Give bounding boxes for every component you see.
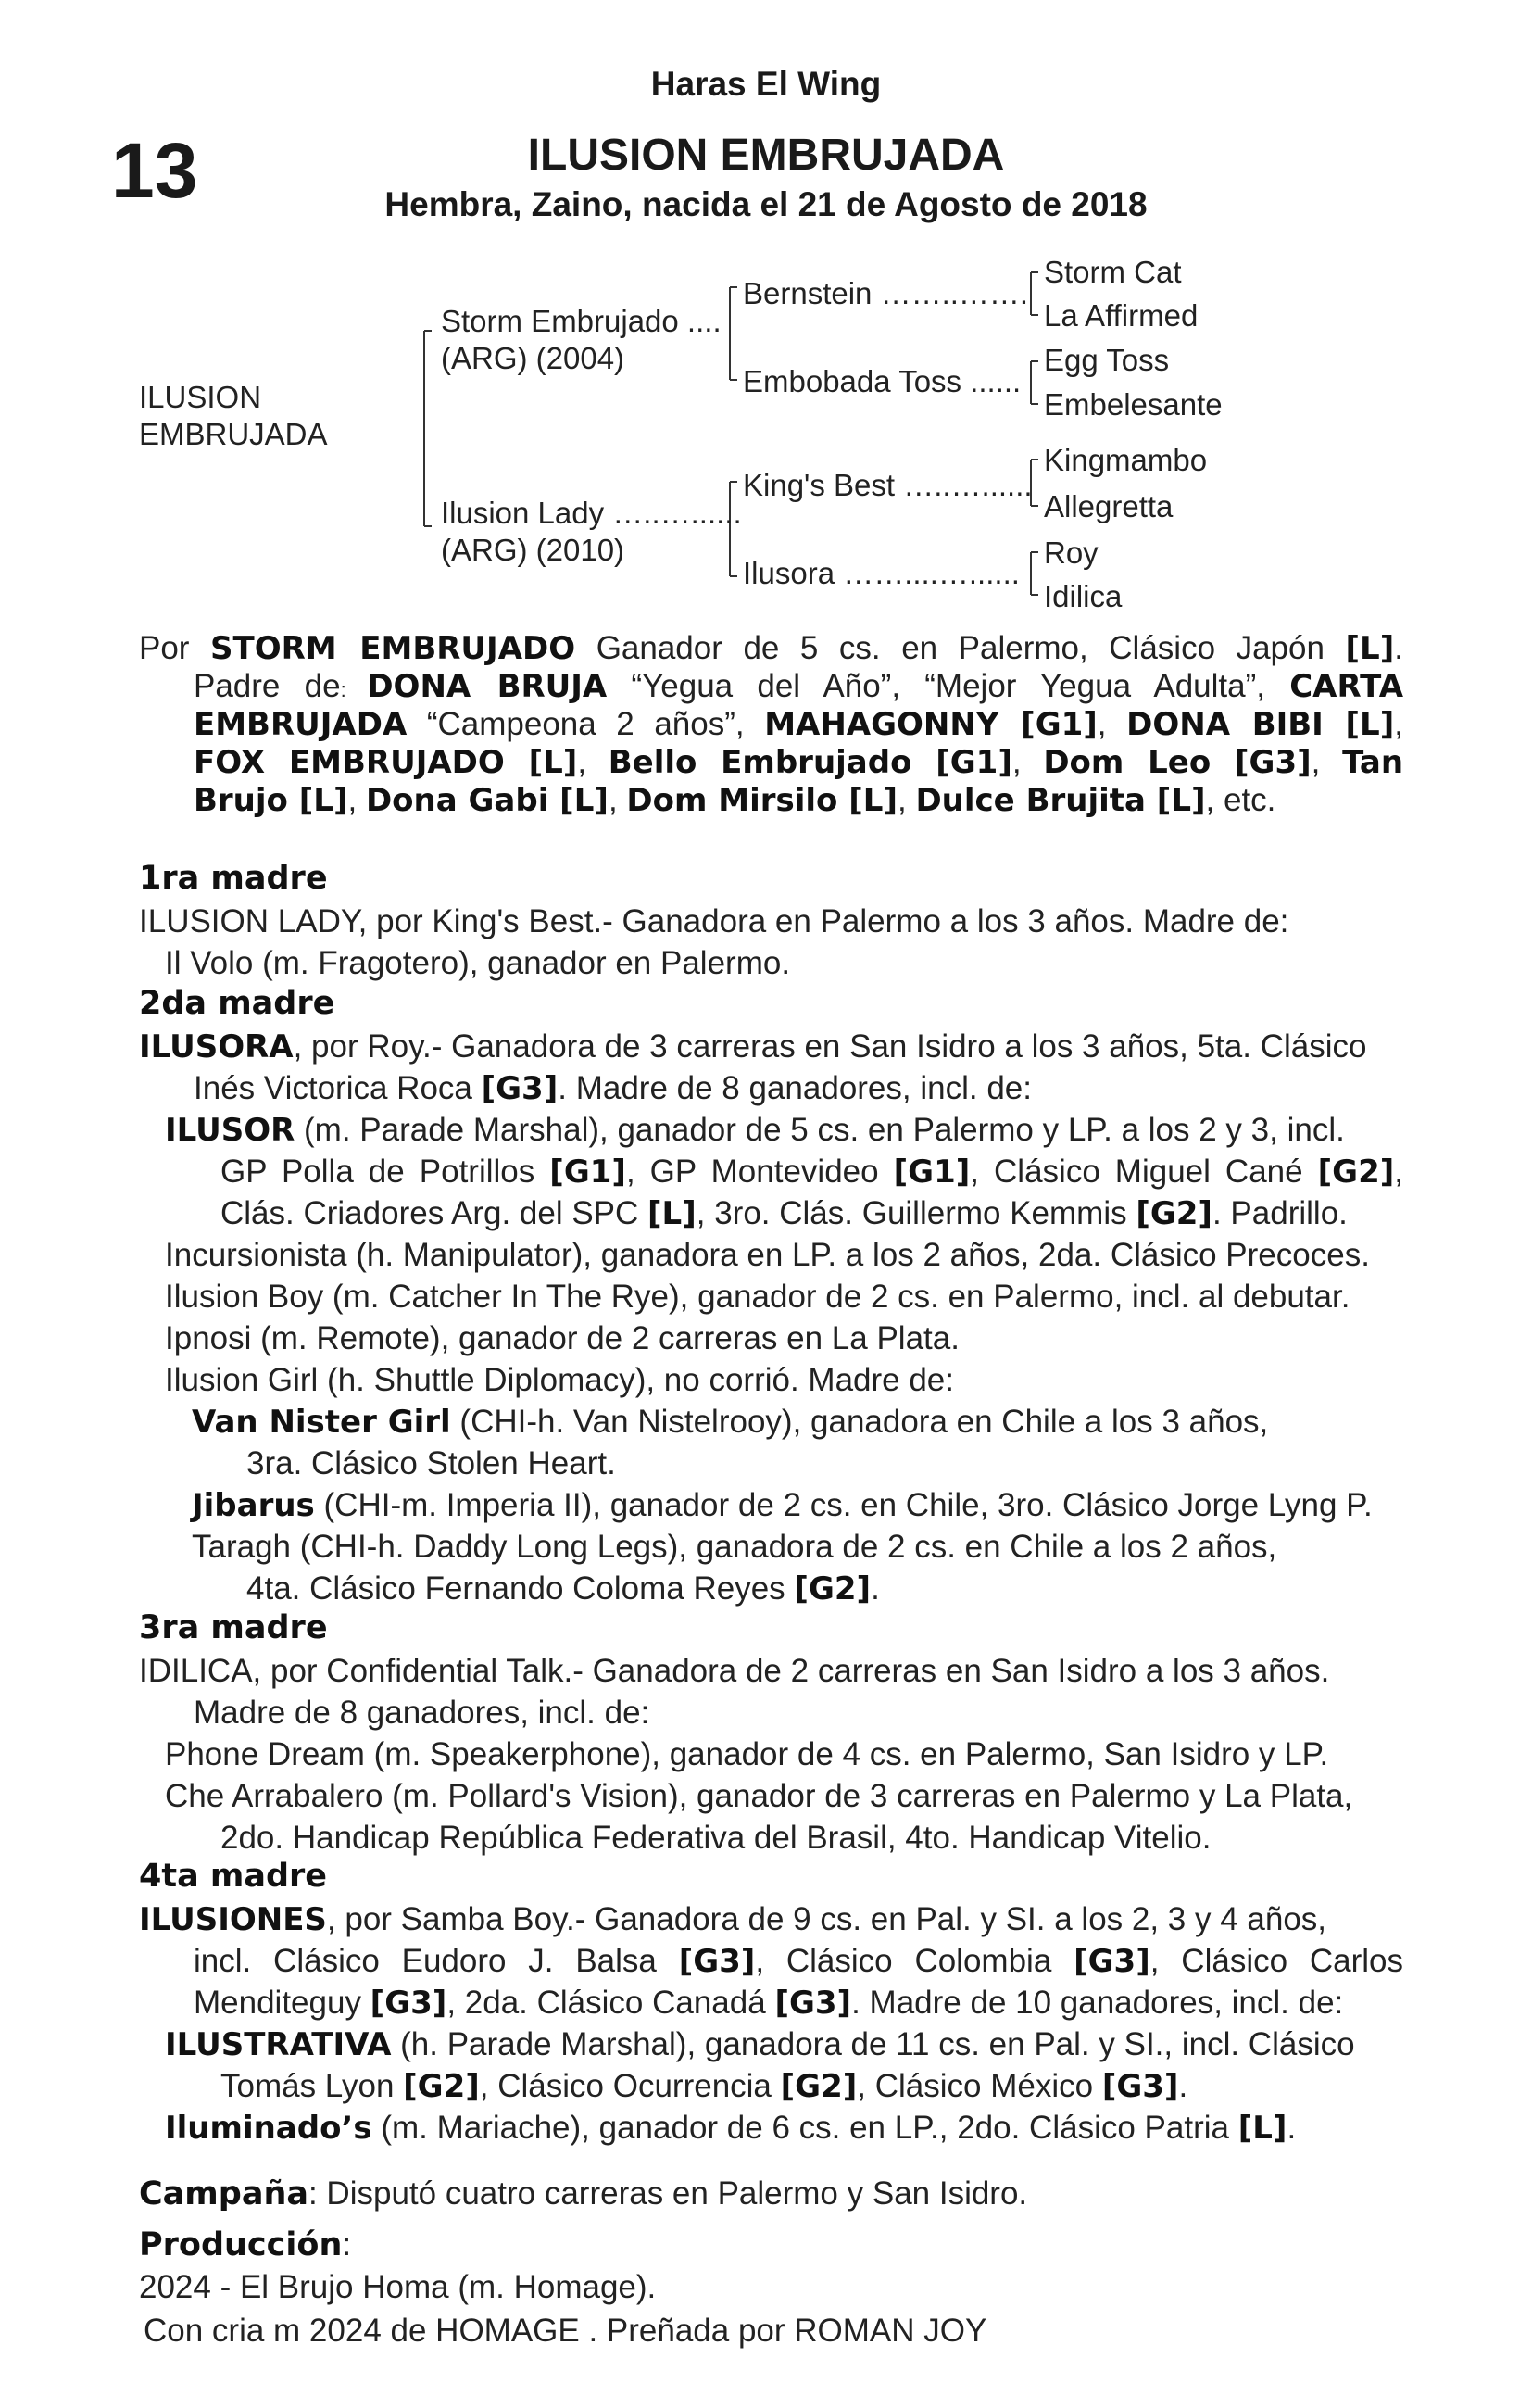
sire-line-1: Por STORM EMBRUJADO Ganador de 5 cs. en Palermo, Clásico Japón [L]. (139, 630, 1403, 667)
second-dam-line-ipnosi: Ipnosi (m. Remote), ganador de 2 carreras en La Plata. (165, 1320, 960, 1356)
first-dam-line-2: Il Volo (m. Fragotero), ganador en Palermo. (165, 945, 791, 981)
fourth-dam-line-1: ILUSIONES, por Samba Boy.- Ganadora de 9 cs. en Pal. y SI. a los 2, 3 y 4 años, (139, 1901, 1327, 1938)
pedigree-gen3-2: La Affirmed (1044, 298, 1199, 333)
third-dam-line-phone-dream: Phone Dream (m. Speakerphone), ganador de 4 cs. en Palermo, San Isidro y LP. (165, 1736, 1329, 1772)
pedigree-gen3-3: Egg Toss (1044, 343, 1170, 377)
pedigree-dam-dam: Ilusora ……....…...... (743, 556, 1020, 590)
lot-number: 13 (111, 127, 198, 214)
third-dam-line-che-arrabalero: Che Arrabalero (m. Pollard's Vision), ganador de 3 carreras en Palermo y La Plata, (165, 1778, 1353, 1814)
second-dam-line-taragh: Taragh (CHI-h. Daddy Long Legs), ganadora de 2 cs. en Chile a los 2 años, (192, 1529, 1277, 1565)
pedigree-subject-line2: EMBRUJADA (139, 417, 328, 451)
second-dam-line-van-nister-2: 3ra. Clásico Stolen Heart. (246, 1445, 616, 1481)
pedigree-dam: Ilusion Lady …..…...... (441, 496, 742, 530)
fourth-dam-line-3: Menditeguy [G3], 2da. Clásico Canadá [G3]. Madre de 10 ganadores, incl. de: (194, 1985, 1344, 2022)
horse-description: Hembra, Zaino, nacida el 21 de Agosto de 2018 (384, 185, 1148, 223)
pedigree-subject-line1: ILUSION (139, 380, 262, 414)
second-dam-line-jibarus: Jibarus (CHI-m. Imperia II), ganador de 2 cs. en Chile, 3ro. Clásico Jorge Lyng P. (192, 1487, 1373, 1524)
pedigree-gen3-7: Roy (1044, 536, 1099, 570)
fourth-dam-line-ilustrativa: ILUSTRATIVA (h. Parade Marshal), ganadora de 11 cs. en Pal. y SI., incl. Clásico (165, 2026, 1355, 2063)
sire-line-4: FOX EMBRUJADO [L], Bello Embrujado [G1], Dom Leo [G3], Tan (194, 744, 1404, 781)
third-dam-heading: 3ra madre (139, 1609, 328, 1646)
second-dam-line-taragh-2: 4ta. Clásico Fernando Coloma Reyes [G2]. (246, 1570, 880, 1607)
pedigree-sire-year: (ARG) (2004) (441, 341, 625, 375)
first-dam-heading: 1ra madre (139, 860, 328, 897)
breeder-name: Haras El Wing (650, 65, 882, 103)
footer-note: Con cria m 2024 de HOMAGE . Preñada por ROMAN JOY (144, 2313, 987, 2349)
pedigree-bracket-lines (0, 0, 1532, 630)
pedigree-gen3-8: Idilica (1044, 579, 1123, 613)
pedigree-gen3-6: Allegretta (1044, 489, 1174, 523)
fourth-dam-heading: 4ta madre (139, 1858, 328, 1895)
second-dam-line-2: Inés Victorica Roca [G3]. Madre de 8 ganadores, incl. de: (194, 1070, 1032, 1107)
sire-line-3: EMBRUJADA “Campeona 2 años”, MAHAGONNY [G1], DONA BIBI [L], (194, 706, 1403, 743)
production-heading: Producción: (139, 2226, 352, 2263)
pedigree-gen3-4: Embelesante (1044, 387, 1223, 422)
second-dam-ilusor-line: ILUSOR (m. Parade Marshal), ganador de 5 cs. en Palermo y LP. a los 2 y 3, incl. (165, 1112, 1345, 1149)
third-dam-line-che-arrabalero-2: 2do. Handicap República Federativa del Brasil, 4to. Handicap Vitelio. (220, 1820, 1212, 1856)
fourth-dam-line-2: incl. Clásico Eudoro J. Balsa [G3], Clásico Colombia [G3], Clásico Carlos (194, 1943, 1404, 1980)
second-dam-line-van-nister: Van Nister Girl (CHI-h. Van Nistelrooy), ganadora en Chile a los 3 años, (192, 1404, 1269, 1441)
horse-name: ILUSION EMBRUJADA (527, 131, 1005, 180)
pedigree-gen3-5: Kingmambo (1044, 443, 1208, 477)
pedigree-dam-year: (ARG) (2010) (441, 533, 625, 567)
second-dam-ilusor-line-3: Clás. Criadores Arg. del SPC [L], 3ro. Clás. Guillermo Kemmis [G2]. Padrillo. (220, 1195, 1348, 1232)
second-dam-line-ilusion-boy: Ilusion Boy (m. Catcher In The Rye), ganador de 2 cs. en Palermo, incl. al debutar. (165, 1279, 1350, 1315)
third-dam-line-2: Madre de 8 ganadores, incl. de: (194, 1695, 650, 1731)
pedigree-sire-sire: Bernstein ……..……. (743, 276, 1029, 310)
fourth-dam-line-iluminados: Iluminado’s (m. Mariache), ganador de 6 cs. en LP., 2do. Clásico Patria [L]. (165, 2110, 1297, 2147)
second-dam-line-incursionista: Incursionista (h. Manipulator), ganadora en LP. a los 2 años, 2da. Clásico Precoces. (165, 1237, 1370, 1273)
sire-line-2: Padre de: DONA BRUJA “Yegua del Año”, “Mejor Yegua Adulta”, CARTA (194, 668, 1404, 705)
third-dam-line-1: IDILICA, por Confidential Talk.- Ganadora de 2 carreras en San Isidro a los 3 años. (139, 1653, 1330, 1689)
fourth-dam-line-ilustrativa-2: Tomás Lyon [G2], Clásico Ocurrencia [G2], Clásico México [G3]. (220, 2068, 1188, 2105)
pedigree-sire: Storm Embrujado .... (441, 304, 722, 338)
campaign-line: Campaña: Disputó cuatro carreras en Palermo y San Isidro. (139, 2175, 1028, 2213)
second-dam-line-1: ILUSORA, por Roy.- Ganadora de 3 carreras en San Isidro a los 3 años, 5ta. Clásico (139, 1028, 1367, 1065)
production-line-1: 2024 - El Brujo Homa (m. Homage). (139, 2269, 657, 2305)
pedigree-sire-dam: Embobada Toss ...... (743, 364, 1022, 398)
first-dam-line-1: ILUSION LADY, por King's Best.- Ganadora en Palermo a los 3 años. Madre de: (139, 903, 1289, 939)
second-dam-heading: 2da madre (139, 985, 335, 1022)
pedigree-gen3-1: Storm Cat (1044, 255, 1182, 289)
sire-line-5: Brujo [L], Dona Gabi [L], Dom Mirsilo [L], Dulce Brujita [L], etc. (194, 782, 1276, 819)
second-dam-line-ilusion-girl: Ilusion Girl (h. Shuttle Diplomacy), no corrió. Madre de: (165, 1362, 954, 1398)
second-dam-ilusor-line-2: GP Polla de Potrillos [G1], GP Montevideo [G1], Clásico Miguel Cané [G2], (220, 1154, 1404, 1191)
pedigree-dam-sire: King's Best …..…...... (743, 468, 1033, 502)
